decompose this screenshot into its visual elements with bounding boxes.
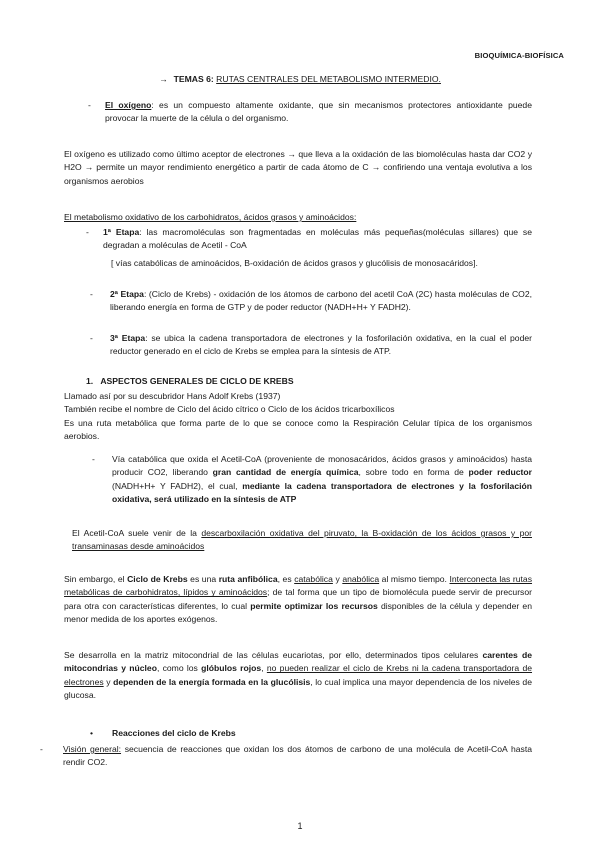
acetil-paragraph (72, 527, 532, 554)
bullet-dash: - (40, 744, 43, 754)
bold-span: mediante la cadena transportadora de electrones y la fosforilación oxidativa, será utilizado en la síntesis de ATP (112, 480, 533, 504)
oxigeno-bullet (88, 99, 532, 126)
sinembargo-paragraph (64, 573, 532, 626)
section-1-number: 1. (86, 376, 94, 386)
vision-label: Visión general: (63, 744, 122, 754)
matriz-paragraph (64, 649, 532, 702)
underlined-span: catabólica (294, 574, 333, 584)
text-span: (NADH+H+ Y FADH2), el cual, (112, 480, 243, 491)
text-span: al mismo tiempo. (379, 574, 450, 584)
etapa-1-text (103, 226, 532, 253)
bullet-dash: - (90, 289, 93, 299)
etapa-1 (86, 226, 532, 253)
page-number: 1 (297, 821, 303, 831)
bullet-dash: - (90, 333, 93, 343)
text-span: , es (277, 574, 295, 584)
etapa-3-body: : se ubica la cadena transportadora de electrones y la fosforilación oxidativa, en la cual el poder reductor generado en el ciclo de Krebs se emplea para la síntesis de ATP. (110, 333, 533, 357)
text-span: disponibles de la célula y depender en menor medida de los aportes exógenos. (64, 600, 532, 624)
oxigeno-label: El oxígeno (105, 100, 152, 110)
underlined-span: anabólica (342, 574, 380, 584)
bullet-dash: - (86, 227, 89, 237)
bold-span: glóbulos rojos (201, 663, 262, 674)
text-span: Sin embargo, el (64, 574, 128, 584)
etapa-2 (90, 288, 532, 315)
oxigeno-paragraph: El oxígeno es utilizado como último aceptor de electrones → que lleva a la oxidación de las biomoléculas hasta dar CO2 y H2O → permite un mayor rendimiento energético a partir de cada átomo de C → confiriendo una ventaja evolutiva a los organismos aerobios (64, 149, 532, 186)
text-span: El Acetil-CoA suele venir de la (72, 528, 202, 538)
bold-span: gran cantidad de energía química (212, 467, 359, 478)
underlined-span: descarboxilación oxidativa del piruvato, la B-oxidación de los ácidos grasos y por transaminasas desde aminoácidos (72, 528, 532, 552)
reacciones-heading (90, 727, 236, 740)
underlined-span: Interconecta las rutas metabólicas de carbohidratos, lípidos y aminoácidos (64, 574, 533, 598)
section-1-heading (86, 375, 294, 388)
vision-text (63, 743, 532, 770)
metabolism-heading: El metabolismo oxidativo de los carbohidratos, ácidos grasos y aminoácidos: (64, 212, 357, 222)
title-text: RUTAS CENTRALES DEL METABOLISMO INTERMEDIO. (216, 74, 441, 84)
etapa-1-label: 1ª Etapa (103, 227, 140, 237)
text-span: y (103, 676, 114, 687)
vision-general (40, 743, 532, 770)
etapa-1-body: : las macromoléculas son fragmentadas en moléculas más pequeñas(moléculas sillares) que se degradan a moléculas de Acetil - CoA (103, 227, 533, 251)
text-span: y (332, 574, 343, 584)
bold-span: poder reductor (468, 467, 532, 478)
text-span: , (261, 663, 267, 674)
etapa-1-extra: [ vías catabólicas de aminoácidos, B-oxidación de ácidos grasos y glucólisis de monosacáridos]. (111, 258, 478, 268)
krebs-line: También recibe el nombre de Ciclo del ácido cítrico o Ciclo de los ácidos tricarboxílicos (64, 404, 395, 415)
etapa-3 (90, 332, 532, 359)
bold-span: carentes de mitocondrias y núcleo (64, 650, 532, 674)
document-header: BIOQUÍMICA-BIOFÍSICA (474, 51, 564, 60)
title-prefix: TEMAS 6: (173, 74, 214, 84)
bullet-dash: - (92, 454, 95, 464)
bold-span: Ciclo de Krebs (127, 574, 188, 584)
via-bullet (92, 453, 532, 506)
text-span: es una (187, 574, 219, 584)
bold-span: ruta anfibólica (218, 574, 278, 584)
etapa-3-text (110, 332, 532, 359)
text-span: , lo cual implica una mayor dependencia de los niveles de glucosa. (64, 676, 532, 700)
oxigeno-body: : es un compuesto altamente oxidante, que sin mecanismos protectores antioxidante puede provocar la muerte de la célula o del organismo. (105, 100, 532, 124)
reacciones-label: Reacciones del ciclo de Krebs (112, 728, 236, 738)
bold-span: permite optimizar los recursos (250, 600, 378, 611)
etapa-2-label: 2ª Etapa (110, 289, 144, 299)
via-text (112, 453, 532, 506)
section-1-title: ASPECTOS GENERALES DE CICLO DE KREBS (100, 376, 294, 386)
etapa-3-label: 3ª Etapa (110, 333, 146, 343)
text-span: , como los (156, 663, 202, 674)
etapa-2-body: : (Ciclo de Krebs) - oxidación de los átomos de carbono del acetil CoA (2C) hasta moléculas de CO2, liberando energía en forma de GTP y de poder reductor (NADH+H+ Y FADH2). (110, 289, 532, 313)
text-span: ; de tal forma que un tipo de biomolécula puede servir de precursor para otra con características diferentes, lo cual (64, 587, 532, 611)
arrow-icon: → (159, 74, 168, 84)
text-span: Se desarrolla en la matriz mitocondrial de las células eucariotas, por ello, determinados tipos celulares (64, 650, 483, 660)
krebs-line: Es una ruta metabólica que forma parte de lo que se conoce como la Respiración Celular típica de los organismos aerobios. (64, 417, 532, 441)
etapa-2-text (110, 288, 532, 315)
bullet-dash: - (88, 100, 91, 110)
text-span: , sobre todo en forma de (358, 467, 469, 478)
underlined-span: no pueden realizar el ciclo de Krebs ni la cadena transportadora de electrones (64, 663, 533, 687)
vision-body: secuencia de reacciones que oxidan los dos átomos de carbono de una molécula de Acetil-CoA hasta rendir CO2. (63, 744, 532, 768)
bold-span: dependen de la energía formada en la glucólisis (113, 676, 311, 687)
oxigeno-text (105, 99, 532, 126)
krebs-line: Llamado así por su descubridor Hans Adolf Krebs (1937) (64, 391, 281, 401)
text-span: Vía catabólica que oxida el Acetil-CoA (proveniente de monosacáridos, ácidos grasos y aminoácidos) hasta producir CO2, liberando (112, 454, 532, 478)
bullet-icon: • (90, 728, 94, 738)
krebs-intro (64, 390, 532, 443)
page-title (0, 73, 600, 86)
